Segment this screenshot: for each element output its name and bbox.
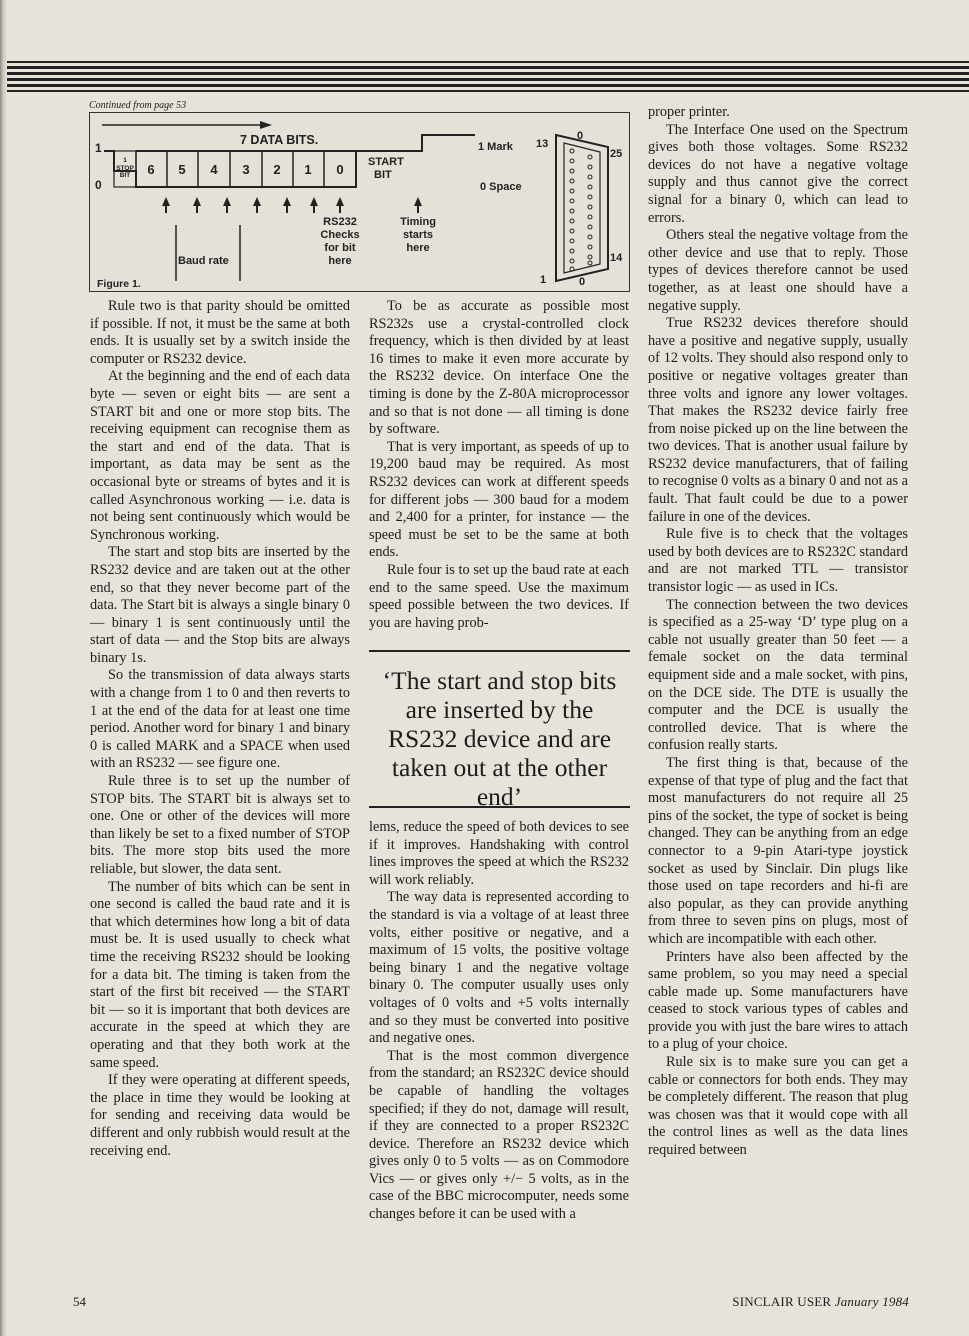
paragraph: Rule five is to check that the voltages used by both devices are to RS232C standard and are not marked TTL — transistor transistor logic — as used in ICs. bbox=[648, 526, 908, 596]
bit-cell-1: 1 bbox=[304, 162, 312, 177]
header-rule-band bbox=[0, 0, 969, 96]
sampling-arrows bbox=[162, 197, 422, 213]
space-label: 0 Space bbox=[480, 181, 522, 193]
bit-cell-5: 5 bbox=[178, 162, 186, 177]
column-3 bbox=[648, 104, 908, 1160]
rs232-timing-diagram bbox=[90, 113, 631, 293]
rs232-checks-4: here bbox=[328, 255, 352, 267]
paragraph: Rule six is to make sure you can get a cable or connectors for both ends. They may be completely different. The reason that plug was chosen was that it would cope with all the control lines as well as the data lines required between bbox=[648, 1054, 908, 1159]
mark-label: 1 Mark bbox=[478, 141, 513, 153]
column-1 bbox=[90, 298, 350, 1160]
stop-bit-label-3: BIT bbox=[119, 172, 131, 179]
timing-2: starts bbox=[403, 229, 433, 241]
timing-3: here bbox=[406, 242, 430, 254]
figure-caption: Figure 1. bbox=[97, 278, 141, 290]
paragraph: Rule two is that parity should be omitted if possible. If not, it must be the same at both ends. It is usually set by a switch inside the computer or RS232 device. bbox=[90, 298, 350, 367]
column-2-top bbox=[369, 298, 629, 632]
stop-bit-label-2: STOP bbox=[116, 165, 134, 172]
paragraph: lems, reduce the speed of both devices to see if it improves. Handshaking with control lines improves the speed at which the RS232 will work reliably. bbox=[369, 819, 629, 888]
pin-label-1: 1 bbox=[540, 274, 547, 286]
bit-cell-0: 0 bbox=[336, 162, 344, 177]
paragraph: At the beginning and the end of each data byte — seven or eight bits — are sent a START bit and one or more stop bits. The receiving equipment can recognise them as the start and end of the data. That is important, as data may be sent as the occasional byte or streams of bytes and it is called Asynchronous working — i.e. data is not being sent continuously which would be Synchronous working. bbox=[90, 368, 350, 543]
paragraph: The number of bits which can be sent in one second is called the baud rate and it is that which determines how long a bit of data must be. It is used usually to check what time the receiving RS232 should be looking for a data bit. The timing is taken from the start of the first bit received — the START bit — so it is important that both devices are accurate in the speed at which they are operating and that they both work at the same speed. bbox=[90, 878, 350, 1071]
baud-rate-label: Baud rate bbox=[178, 255, 229, 267]
paragraph: Others steal the negative voltage from the other device and use that to reply. Those types of devices therefore cannot be used together, as at least one should have a negative supply. bbox=[648, 227, 908, 314]
paragraph: Rule three is to set up the number of STOP bits. The START bit is always set to one. One or other of the devices will more than likely be set to a fixed number of STOP bits. The more stop bits used the more reliable, but slower, the data sent. bbox=[90, 773, 350, 877]
paragraph: Rule four is to set up the baud rate at each end to the same speed. Use the maximum speed possible between the two devices. If you are having prob- bbox=[369, 561, 629, 631]
pull-quote: ‘The start and stop bits are inserted by the RS232 device and are taken out at the other end’ bbox=[369, 650, 630, 808]
paragraph: The way data is represented according to the standard is via a voltage of at least three volts, either positive or negative, and a maximum of 15 volts, the positive voltage being binary 1 and the negative voltage binary 0. The computer usually uses only voltages of 0 volts and +5 volts internally and so they must be converted into positive and negative ones. bbox=[369, 889, 629, 1047]
arrow-head-icon bbox=[260, 121, 272, 129]
magazine-footer bbox=[732, 1294, 909, 1310]
data-bits-title: 7 DATA BITS. bbox=[240, 133, 319, 147]
d-connector-icon bbox=[556, 135, 608, 281]
start-bit-label-1: START bbox=[368, 156, 404, 168]
paragraph: That is the most common divergence from the standard; an RS232C device should be capable of handling the voltages specified; if they do not, damage will result, if they are connected to a proper RS232C device. Therefore an RS232 device which gives only 0 to 5 volts — as on Commodore Vics — or gives only +/− 5 volts, as in the case of the BBC microcomputer, needs some changes before it can be used with a bbox=[369, 1047, 629, 1223]
paragraph: The start and stop bits are inserted by the RS232 device and are taken out at the other end, so that they never become part of the data. The Start bit is always a single binary 0 — binary 1 is sent continuously until the start of data — and the Stop bits are always binary 1s. bbox=[90, 544, 350, 666]
column-2-bottom bbox=[369, 819, 629, 1224]
rs232-checks-1: RS232 bbox=[323, 216, 357, 228]
pin-label-top: 0 bbox=[577, 130, 584, 142]
pin-label-13: 13 bbox=[536, 138, 549, 150]
level-0-label: 0 bbox=[95, 178, 102, 192]
issue-date: January 1984 bbox=[834, 1294, 909, 1309]
paragraph: proper printer. bbox=[648, 104, 730, 120]
bit-cell-2: 2 bbox=[273, 162, 281, 177]
rs232-checks-3: for bit bbox=[324, 242, 356, 254]
bit-cell-6: 6 bbox=[147, 162, 155, 177]
page-number: 54 bbox=[73, 1294, 86, 1309]
page-edge-shadow bbox=[0, 0, 7, 1336]
paragraph: The Interface One used on the Spectrum gives both those voltages. Some RS232 devices do not have a negative voltage supply and thus cannot give the correct signal for a binary 0, which can lead to errors. bbox=[648, 121, 908, 226]
start-bit-label-2: BIT bbox=[374, 169, 392, 181]
timing-1: Timing bbox=[400, 216, 436, 228]
figure-1 bbox=[89, 112, 630, 292]
pin-label-14: 14 bbox=[610, 252, 623, 264]
paragraph: Printers have also been affected by the same problem, so you may need a special cable made up. Some manufacturers have ceased to stock various types of cables and provide you with just the bare wires to attach to a plug of your choice. bbox=[648, 948, 908, 1053]
paragraph: True RS232 devices therefore should have a positive and negative supply, usually of 12 volts. They should also respond only to positive or negative voltages greater than three volts and ignore any lower voltages. That makes the RS232 device fairly free from noise picked up on the line between the two devices. That is another usual failure by RS232 device manufacturers, that of failing to recognise 0 volts as a binary 0 and not as a fault. That fault could be due to a power failure in one of the devices. bbox=[648, 315, 908, 525]
pin-label-25: 25 bbox=[610, 148, 623, 160]
paragraph: If they were operating at different speeds, the place in time they would be looking at for sending and receiving data would be different and only rubbish would result at the receiving end. bbox=[90, 1072, 350, 1159]
stop-bit-label-1: 1 bbox=[123, 157, 127, 164]
level-1-label: 1 bbox=[95, 141, 102, 155]
paragraph: So the transmission of data always starts with a change from 1 to 0 and then reverts to 1 at the end of the data for at least one time period. Another word for binary 1 and binary 0 is called MARK and a SPACE when used with an RS232 — see figure one. bbox=[90, 667, 350, 772]
continued-note: Continued from page 53 bbox=[89, 100, 187, 111]
magazine-name: SINCLAIR USER bbox=[732, 1294, 832, 1309]
bit-cell-4: 4 bbox=[210, 162, 218, 177]
paragraph: That is very important, as speeds of up to 19,200 baud may be required. As most RS232 devices can work at different speeds for different jobs — 300 baud for a modem and 2,400 for a printer, for instance — the speed must be set to be the same at both ends. bbox=[369, 438, 629, 561]
paragraph: The connection between the two devices is specified as a 25-way ‘D’ type plug on a cable not usually greater than 50 feet — a female socket on the data terminal equipment side and a male socket, with pins, on the DCE side. The DTE is usually the computer and the DCE is usually the controlled device. That is where the confusion really starts. bbox=[648, 596, 908, 754]
paragraph: The first thing is that, because of the expense of that type of plug and the fact that most manufacturers do not require all 25 pins of the socket, the type of socket is being changed. They can be anything from an edge connector to a 9-pin Atari-type joystick socket as used by Sinclair. Din plugs like those used on tape recorders and hi-fi are also popular, as they can provide anything from three to seven pins on plugs, most of which are incompatible with each other. bbox=[648, 754, 908, 947]
bit-cell-3: 3 bbox=[242, 162, 250, 177]
pin-label-bottom: 0 bbox=[579, 276, 586, 288]
paragraph: To be as accurate as possible most RS232s use a crystal-controlled clock frequency, which is then divided by at least 16 times to make it even more accurate by the RS232 device. On interface One the timing is done by the Z-80A microprocessor and so that is not done — all timing is done by software. bbox=[369, 298, 629, 438]
rs232-checks-2: Checks bbox=[320, 229, 360, 241]
